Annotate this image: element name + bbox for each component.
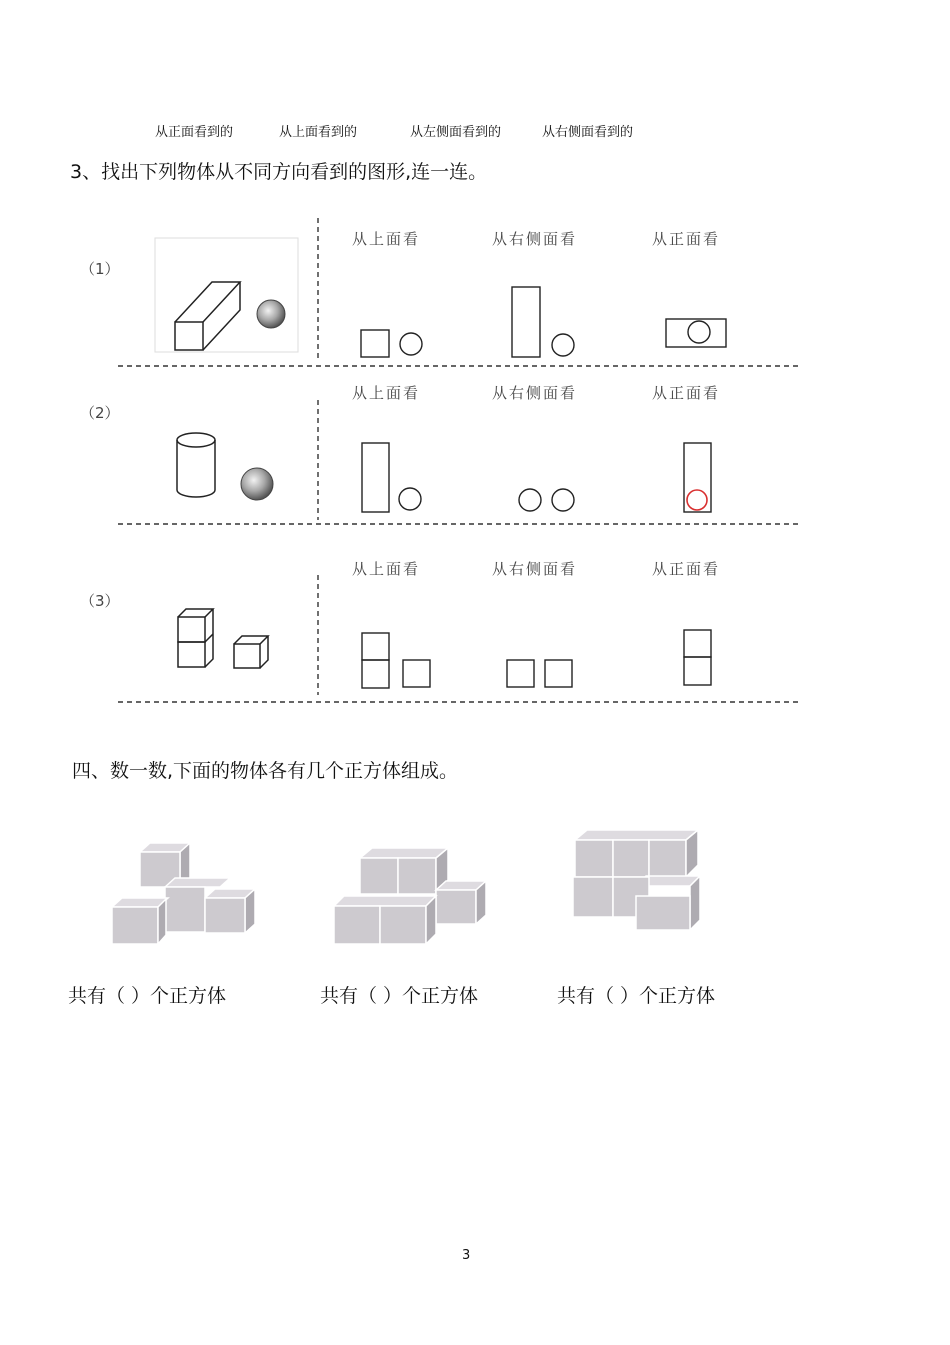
row-1-label: （1） — [80, 260, 120, 278]
row3-view-label-top: 从上面看 — [352, 560, 421, 578]
cube-figure-1 — [112, 843, 255, 944]
section-4-title: 四、数一数,下面的物体各有几个正方体组成。 — [72, 760, 459, 782]
row2-view-label-front: 从正面看 — [652, 384, 721, 402]
count-label-3: 共有（ ）个正方体 — [557, 985, 716, 1007]
page-number: 3 — [462, 1248, 471, 1263]
row3-view-label-right: 从右侧面看 — [492, 560, 578, 578]
cube-figure-2 — [334, 848, 486, 944]
row2-view-label-right: 从右侧面看 — [492, 384, 578, 402]
row-3-label: （3） — [80, 592, 120, 610]
section-3-title: 3、找出下列物体从不同方向看到的图形,连一连。 — [70, 161, 488, 183]
row3-view-label-front: 从正面看 — [652, 560, 721, 578]
caption-top-view: 从上面看到的 — [279, 125, 358, 140]
count-label-1: 共有（ ）个正方体 — [68, 985, 227, 1007]
cube-figure-3 — [573, 830, 700, 930]
row1-view-label-right: 从右侧面看 — [492, 230, 578, 248]
row1-view-label-front: 从正面看 — [652, 230, 721, 248]
count-label-2: 共有（ ）个正方体 — [320, 985, 479, 1007]
row2-view-label-top: 从上面看 — [352, 384, 421, 402]
caption-front-view: 从正面看到的 — [155, 125, 234, 140]
caption-left-view: 从左侧面看到的 — [410, 125, 502, 140]
row1-view-label-top: 从上面看 — [352, 230, 421, 248]
caption-right-view: 从右侧面看到的 — [542, 125, 634, 140]
row-2-label: （2） — [80, 404, 120, 422]
